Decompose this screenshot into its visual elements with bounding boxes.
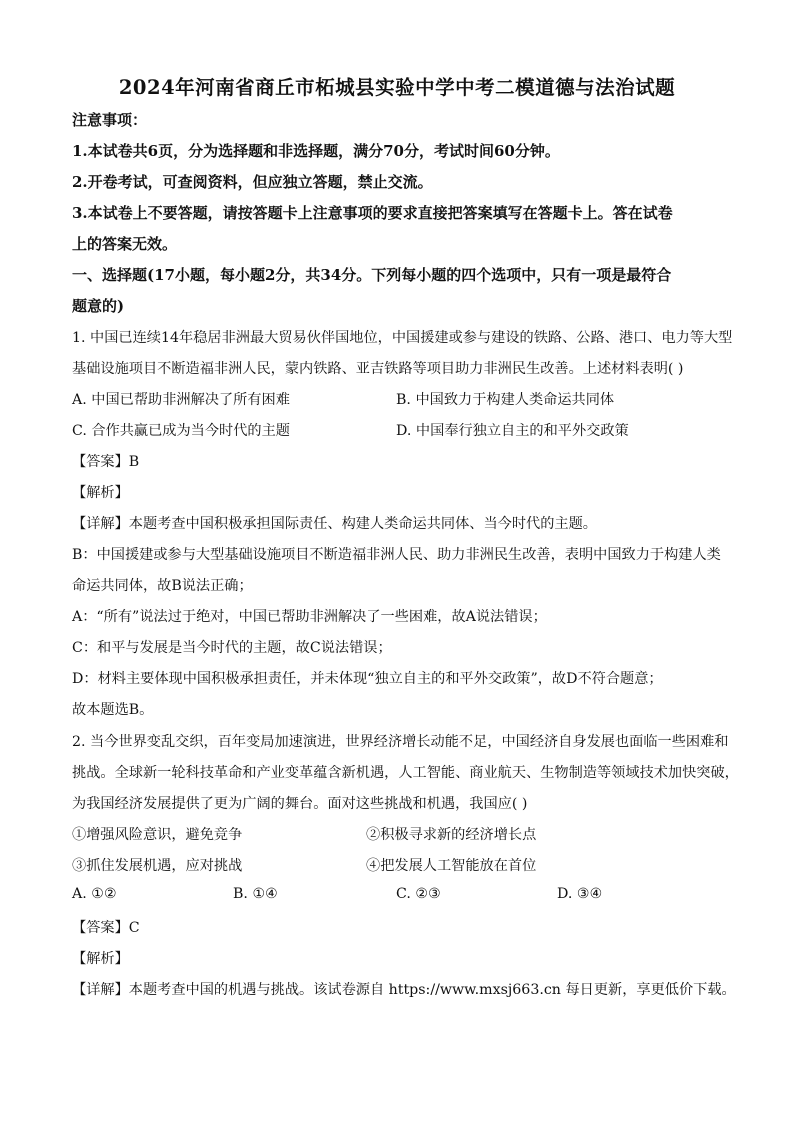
q1-option-c: C. 合作共赢已成为当今时代的主题 <box>72 423 290 439</box>
q2-stem-line-1: 2. 当今世界变乱交织，百年变局加速演进，世界经济增长动能不足，中国经济自身发展也面临一些困难和 <box>72 734 729 750</box>
notice-item-1: 1.本试卷共6页，分为选择题和非选择题，满分70分，考试时间60分钟。 <box>72 142 560 160</box>
q2-item-1: ①增强风险意识，避免竞争 <box>72 827 243 843</box>
q2-detail: 【详解】本题考查中国的机遇与挑战。该试卷源自 https://www.mxsj663.cn 每日更新，享更低价下载。 <box>72 982 736 998</box>
section-heading-cont: 题意的) <box>72 297 125 315</box>
notice-item-3-cont: 上的答案无效。 <box>72 235 178 253</box>
notice-item-3: 3.本试卷上不要答题，请按答题卡上注意事项的要求直接把答案填写在答题卡上。答在试卷 <box>72 204 673 222</box>
q2-item-2: ②积极寻求新的经济增长点 <box>366 827 537 843</box>
q1-stem-line-2: 基础设施项目不断造福非洲人民，蒙内铁路、亚吉铁路等项目助力非洲民生改善。上述材料表明( ) <box>72 361 684 377</box>
q2-option-c: C. ②③ <box>396 886 441 902</box>
q2-option-d: D. ③④ <box>557 886 603 902</box>
q1-option-b: B. 中国致力于构建人类命运共同体 <box>396 392 615 408</box>
q1-stem-line-1: 1. 中国已连续14年稳居非洲最大贸易伙伴国地位，中国援建或参与建设的铁路、公路、港口、电力等大型 <box>72 330 733 346</box>
q2-option-b: B. ①④ <box>233 886 278 902</box>
q1-detail-line-6: D：材料主要体现中国积极承担责任，并未体现“独立自主的和平外交政策”，故D不符合题意； <box>72 671 663 687</box>
q1-option-a: A. 中国已帮助非洲解决了所有困难 <box>72 392 290 408</box>
q1-answer: 【答案】B <box>72 454 140 470</box>
q2-analysis-label: 【解析】 <box>72 951 129 967</box>
notice-heading: 注意事项： <box>72 111 148 129</box>
q2-answer: 【答案】C <box>72 920 140 936</box>
q2-stem-line-2: 挑战。全球新一轮科技革命和产业变革蕴含新机遇，人工智能、商业航天、生物制造等领域技术加快突破， <box>72 765 739 781</box>
q1-detail-line-5: C：和平与发展是当今时代的主题，故C说法错误； <box>72 640 392 656</box>
q1-detail-line-2: B：中国援建或参与大型基础设施项目不断造福非洲人民、助力非洲民生改善，表明中国致力于构建人类 <box>72 547 721 563</box>
page-title: 2024年河南省商丘市柘城县实验中学中考二模道德与法治试题 <box>118 76 676 99</box>
q1-detail-line-3: 命运共同体，故B说法正确； <box>72 578 253 594</box>
q2-stem-line-3: 为我国经济发展提供了更为广阔的舞台。面对这些挑战和机遇，我国应( ) <box>72 796 528 812</box>
notice-item-2: 2.开卷考试，可查阅资料，但应独立答题，禁止交流。 <box>72 173 433 191</box>
q1-detail-line-1: 【详解】本题考查中国积极承担国际责任、构建人类命运共同体、当今时代的主题。 <box>72 516 597 532</box>
q2-item-4: ④把发展人工智能放在首位 <box>366 858 537 874</box>
q1-detail-line-7: 故本题选B。 <box>72 702 154 718</box>
q1-analysis-label: 【解析】 <box>72 485 129 501</box>
q2-item-3: ③抓住发展机遇，应对挑战 <box>72 858 243 874</box>
q1-detail-line-4: A：“所有”说法过于绝对，中国已帮助非洲解决了一些困难，故A说法错误； <box>72 609 547 625</box>
section-heading: 一、选择题(17小题，每小题2分，共34分。下列每小题的四个选项中，只有一项是最符合 <box>72 266 672 284</box>
q2-option-a: A. ①② <box>72 886 117 902</box>
q1-option-d: D. 中国奉行独立自主的和平外交政策 <box>396 423 629 439</box>
